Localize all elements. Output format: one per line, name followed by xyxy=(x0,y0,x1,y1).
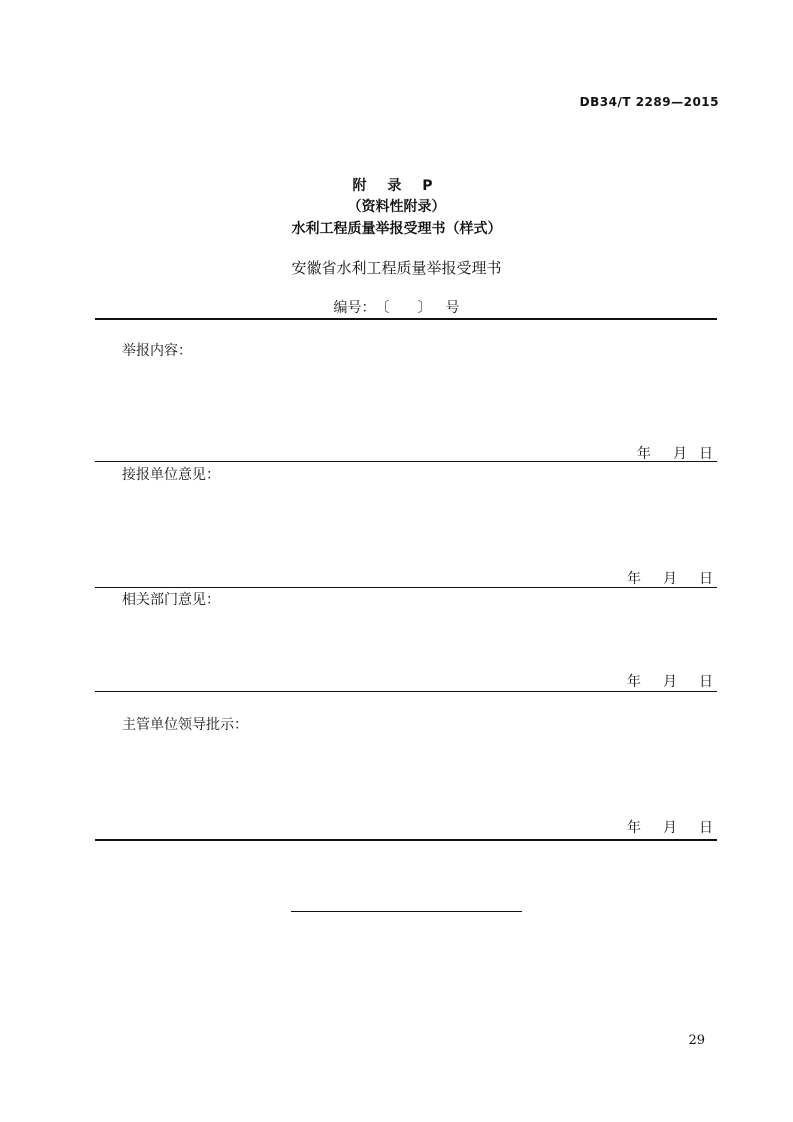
date-day: 日 xyxy=(699,674,713,690)
date-line xyxy=(637,443,713,463)
serial-close-bracket: 〕 xyxy=(417,300,432,316)
serial-open-bracket: 〔 xyxy=(375,300,390,316)
date-month: 月 xyxy=(663,820,677,836)
date-month: 月 xyxy=(663,674,677,690)
table-bottom-rule xyxy=(95,839,717,841)
date-line xyxy=(627,671,713,691)
date-day: 日 xyxy=(699,571,713,587)
standard-code: DB34/T 2289—2015 xyxy=(579,95,719,109)
page-number: 29 xyxy=(688,1033,705,1048)
end-of-appendix-rule xyxy=(291,911,522,912)
appendix-subject: 水利工程质量举报受理书（样式） xyxy=(291,221,502,237)
section-label-leadership-instruction: 主管单位领导批示： xyxy=(122,717,248,733)
date-line xyxy=(627,817,713,837)
section-label-receiving-unit-opinion: 接报单位意见： xyxy=(122,467,220,483)
serial-suffix: 号 xyxy=(445,300,460,316)
appendix-note: （资料性附录） xyxy=(347,199,446,215)
date-month: 月 xyxy=(663,571,677,587)
serial-number-line xyxy=(0,297,793,317)
date-day: 日 xyxy=(699,446,713,462)
serial-label: 编号： xyxy=(333,300,376,316)
section-divider xyxy=(95,691,717,692)
date-year: 年 xyxy=(637,446,651,462)
section-divider xyxy=(95,587,717,588)
table-top-rule xyxy=(95,318,717,320)
date-year: 年 xyxy=(627,571,641,587)
date-month: 月 xyxy=(673,446,687,462)
date-line xyxy=(627,568,713,588)
section-divider xyxy=(95,461,717,462)
date-year: 年 xyxy=(627,674,641,690)
form-title: 安徽省水利工程质量举报受理书 xyxy=(291,259,502,277)
date-day: 日 xyxy=(699,820,713,836)
section-label-report-content: 举报内容： xyxy=(122,343,192,359)
appendix-title: 附 录 P xyxy=(352,178,441,194)
section-label-related-department-opinion: 相关部门意见： xyxy=(122,592,220,608)
date-year: 年 xyxy=(627,820,641,836)
